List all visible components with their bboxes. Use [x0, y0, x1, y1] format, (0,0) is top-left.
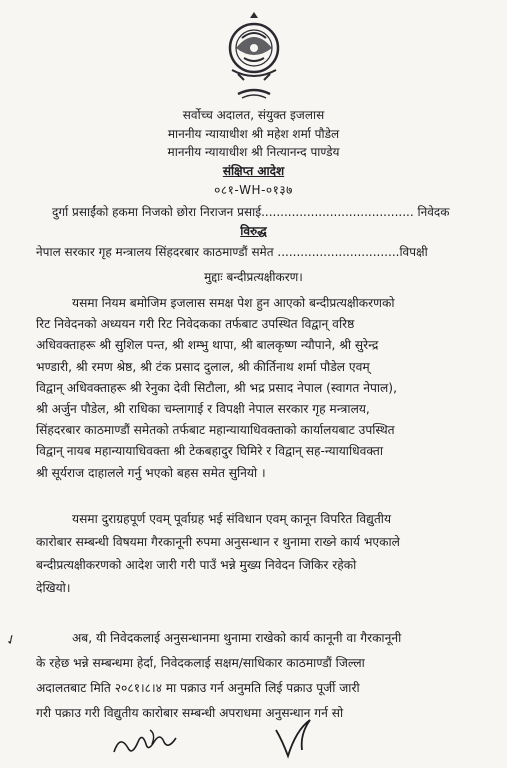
pen-mark-icon: ✓ — [3, 631, 20, 650]
case-subject: मुद्दाः बन्दीप्रत्यक्षीकरण। — [204, 270, 303, 284]
court-emblem-icon — [224, 8, 284, 104]
text-line: सिंहदरबार काठमाण्डौं समेतको तर्फबाट महान्यायाधिवक्ताको कार्यालयबाट उपस्थित — [36, 423, 395, 438]
text-line: श्री सूर्यराज दाहालले गर्नु भएको बहस समेत सुनियो । — [36, 465, 266, 480]
text-line: बन्दीप्रत्यक्षीकरणको आदेश जारी गरी पाउँ भन्ने मुख्य निवेदन जिकिर रहेको — [36, 558, 357, 572]
versus-label: विरुद्ध — [240, 224, 267, 238]
paragraph-3 — [36, 626, 401, 726]
text-line: रिट निवेदनको अध्ययन गरी रिट निवेदकका तर्फबाट उपस्थित विद्वान् वरिष्ठ — [36, 317, 355, 332]
order-title: संक्षिप्त आदेश — [222, 164, 285, 178]
text-line: यसमा नियम बमोजिम इजलास समक्ष पेश हुन आएको बन्दीप्रत्यक्षीकरणको — [72, 296, 395, 310]
text-line: देखियो। — [36, 581, 71, 595]
text-line: विद्वान् नायब महान्यायाधिवक्ता श्री टेकबहादुर घिमिरे र विद्वान् सह-न्यायाधिवक्ता — [36, 444, 384, 459]
text-line: अदालतबाट मिति २०८१।८।४ मा पक्राउ गर्न अनुमति लिई पक्राउ पूर्जी जारी — [36, 681, 360, 695]
paragraph-1 — [36, 293, 397, 484]
judge-2: माननीय न्यायाधीश श्री नित्यानन्द पाण्डेय — [167, 145, 340, 159]
case-number: ०८१-WH-०१३७ — [214, 183, 293, 197]
judge-1: माननीय न्यायाधीश श्री महेश शर्मा पौडेल — [167, 127, 340, 141]
text-line: कारोबार सम्बन्धी विषयमा गैरकानूनी रुपमा अनुसन्धान र थुनामा राख्ने कार्य भएकाले — [36, 535, 400, 549]
signature-icon — [272, 716, 332, 766]
text-line: के रहेछ भन्ने सम्बन्धमा हेर्दा, निवेदकलाई सक्षम/साधिकार काठमाण्डौं जिल्ला — [36, 656, 365, 670]
petitioner-line: दुर्गा प्रसाईंको हकमा निजको छोरा निराजन प्रसाई........................................ निवेदक — [52, 205, 450, 219]
text-line: गरी पक्राउ गरी विद्युतीय कारोबार सम्बन्धी अपराधमा अनुसन्धान गर्न सो — [36, 706, 344, 720]
text-line: अब, यी निवेदकलाई अनुसन्धानमा थुनामा राखेको कार्य कानूनी वा गैरकानूनी — [72, 631, 402, 645]
signature-icon — [110, 722, 190, 766]
court-name: सर्वोच्च अदालत, संयुक्त इजलास — [182, 108, 325, 122]
text-line: विद्वान् अधिवक्ताहरू श्री रेनुका देवी सिटौला, श्री भद्र प्रसाद नेपाल (स्वागत नेपाल), — [36, 380, 397, 395]
text-line: यसमा दुराग्रहपूर्ण एवम् पूर्वाग्रह भई संविधान एवम् कानून विपरित विद्युतीय — [72, 512, 392, 526]
text-line: श्री अर्जुन पौडेल, श्री राधिका चम्लागाई र विपक्षी नेपाल सरकार गृह मन्त्रालय, — [36, 402, 370, 417]
text-line: अधिवक्ताहरू श्री सुशिल पन्त, श्री शम्भु थापा, श्री बालकृष्ण न्यौपाने, श्री सुरेन्द्र — [36, 338, 379, 353]
paragraph-2 — [36, 508, 400, 600]
respondent-line: नेपाल सरकार गृह मन्त्रालय सिंहदरबार काठमाण्डौं समेत ................................विपक्षी — [36, 245, 428, 259]
text-line: भण्डारी, श्री रमण श्रेष्ठ, श्री टंक प्रसाद दुलाल, श्री कीर्तिनाथ शर्मा पौडेल एवम् — [36, 359, 370, 374]
